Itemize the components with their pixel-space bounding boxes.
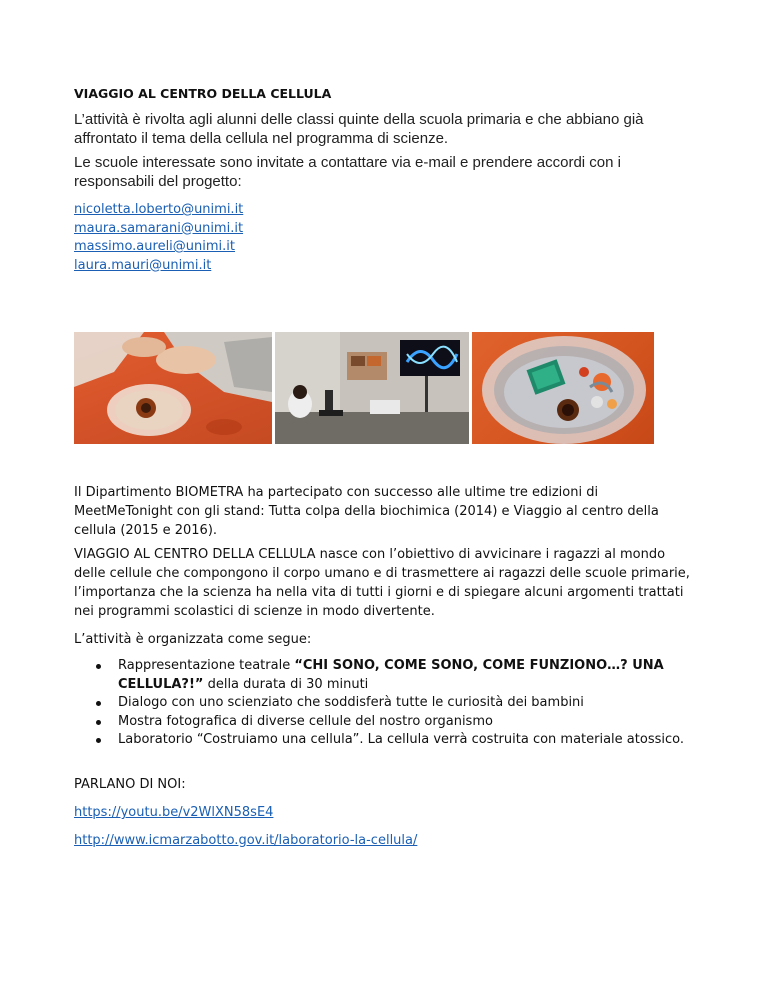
list-item <box>96 657 696 694</box>
email-link[interactable]: nicoletta.loberto@unimi.it <box>74 202 244 217</box>
bullet-icon <box>96 720 101 725</box>
list-item <box>96 731 696 750</box>
icmarzabotto-link[interactable]: http://www.icmarzabotto.gov.it/laboratorio-la-cellula/ <box>74 833 418 848</box>
bullet-icon <box>96 701 101 706</box>
email-link[interactable]: maura.samarani@unimi.it <box>74 220 244 236</box>
youtube-link[interactable]: https://youtu.be/v2WlXN58sE4 <box>74 805 274 820</box>
photo-microscope-dna <box>275 332 469 444</box>
photo-cell-model-hands <box>74 332 272 444</box>
bullet-icon <box>96 738 101 743</box>
list-item <box>96 694 696 713</box>
list-item-text: Dialogo con uno scienziato che soddisferà tutte le curiosità dei bambini <box>118 695 584 710</box>
photo-cell-model-bowl <box>472 332 654 444</box>
list-item-text: Laboratorio “Costruiamo una cellula”. La cellula verrà costruita con materiale atossico. <box>118 732 684 747</box>
list-item-text: Mostra fotografica di diverse cellule del nostro organismo <box>118 713 493 729</box>
bullet-icon <box>96 664 101 669</box>
intro-paragraph-2: Le scuole interessate sono invitate a contattare via e-mail e prendere accordi con i responsabili del progetto: <box>74 154 621 190</box>
play-title: “CHI SONO, COME SONO, COME FUNZIONO…? UNA CELLULA?!” <box>118 658 664 692</box>
parlano-heading: PARLANO DI NOI: <box>74 777 186 792</box>
paragraph-biometra: Il Dipartimento BIOMETRA ha partecipato con successo alle ultime tre edizioni di MeetMeTonight con gli stand: Tutta colpa della biochimica (2014) e Viaggio al centro della cellula (2015 e 2016). <box>74 485 659 538</box>
intro-paragraph-1: L’attività è rivolta agli alunni delle classi quinte della scuola primaria e che abbiano già affrontato il tema della cellula nel programma di scienze. <box>74 111 644 147</box>
list-item <box>96 713 696 732</box>
photo-strip <box>74 332 654 444</box>
email-list <box>74 201 243 275</box>
activity-list <box>96 657 696 750</box>
paragraph-viaggio: VIAGGIO AL CENTRO DELLA CELLULA nasce con l’obiettivo di avvicinare i ragazzi al mondo delle cellule che compongono il corpo umano e di trasmettere ai ragazzi delle scuole primarie, l’importanza che la scienza ha nella vita di tutti i giorni e di spiegare alcuni argomenti trattati nei programmi scolastici di scienze in modo divertente. <box>74 547 690 619</box>
email-link[interactable]: massimo.aureli@unimi.it <box>74 239 236 254</box>
document-title: VIAGGIO AL CENTRO DELLA CELLULA <box>74 86 332 101</box>
list-item-text: della durata di 30 minuti <box>203 676 369 692</box>
email-link[interactable]: laura.mauri@unimi.it <box>74 257 212 273</box>
list-item-text: Rappresentazione teatrale <box>118 658 295 673</box>
paragraph-organizzata: L’attività è organizzata come segue: <box>74 632 312 647</box>
